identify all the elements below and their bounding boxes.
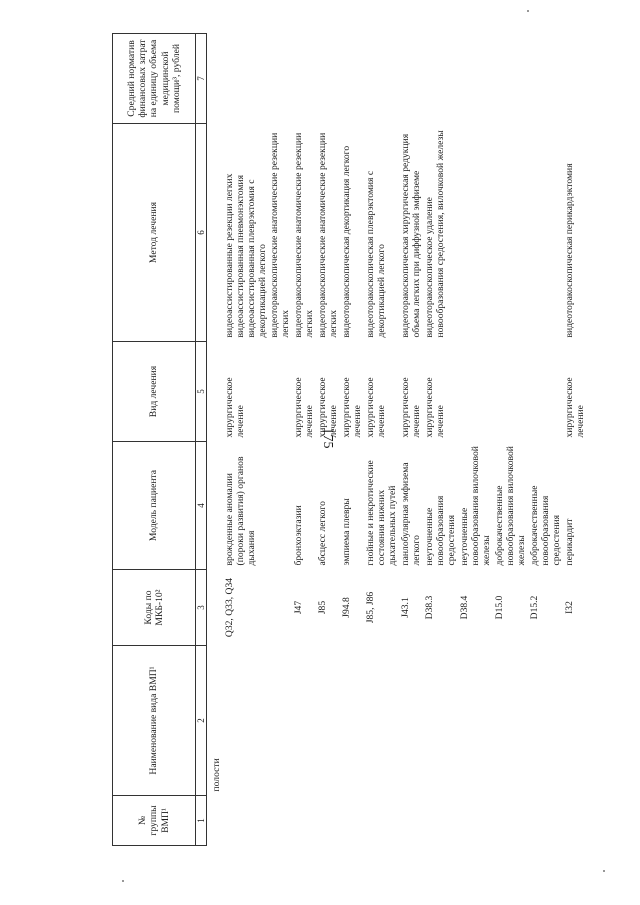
- patient-model-cell: неуточненные новообразования средостения: [423, 495, 457, 566]
- vmp-name-cell: [528, 646, 563, 796]
- cost-cell: [223, 34, 291, 124]
- treatment-type-cell: [493, 342, 528, 442]
- group-number-cell: [458, 796, 493, 846]
- vmp-name-cell: [458, 646, 493, 796]
- patient-model-cell: неуточненные новообразования вилочковой железы: [459, 446, 493, 566]
- icd-code-cell: J85: [316, 600, 328, 615]
- treatment-type-cell: хирургическое лечение: [423, 377, 446, 438]
- vmp-name-cell: [316, 646, 340, 796]
- icd-code-cell: D38.3: [423, 595, 435, 620]
- vmp-name-cell: [423, 646, 458, 796]
- column-number: 2: [196, 646, 207, 796]
- treatment-method-cell: [223, 124, 291, 342]
- scan-speck: [603, 870, 605, 872]
- treatment-type-cell: [528, 342, 563, 442]
- header-treatment-type: Вид лечения: [113, 342, 196, 442]
- header-patient-model: Модель пациента: [113, 442, 196, 570]
- cost-cell: [292, 34, 316, 124]
- patient-model-cell: абсцесс легкого: [316, 501, 328, 566]
- table-row: [528, 34, 563, 846]
- treatment-method-item: видеоторакоскопические анатомические резекции легких: [292, 132, 315, 338]
- treatment-method-item: видеоторакоскопическая перикардэктомия: [564, 163, 576, 338]
- treatment-method-item: видеоторакоскопическое удаление новообразования средостения, вилочковой железы: [423, 130, 446, 338]
- cost-cell: [316, 34, 340, 124]
- treatment-type-cell: хирургическое лечение: [224, 377, 247, 438]
- treatment-method-cell: [528, 124, 563, 342]
- table-row: [340, 34, 364, 846]
- group-number-cell: [364, 796, 399, 846]
- patient-model-cell: доброкачественные новообразования средостения: [529, 485, 563, 566]
- column-number: 7: [196, 34, 207, 124]
- patient-model-cell: гнойные и некротические состояния нижних дыхательных путей: [364, 460, 398, 566]
- group-number-cell: [316, 796, 340, 846]
- header-icd-codes: Коды по МКБ-10²: [113, 570, 196, 646]
- patient-model-cell: панлобулярная эмфизема легкого: [399, 462, 422, 566]
- treatment-type-cell: хирургическое лечение: [292, 377, 315, 438]
- section-row: [207, 34, 224, 846]
- treatment-type-cell: [458, 342, 493, 442]
- patient-model-cell: эмпиема плевры: [340, 498, 352, 566]
- table-body: [207, 34, 588, 846]
- scan-speck: [122, 880, 124, 882]
- vmp-name-cell: [364, 646, 399, 796]
- treatment-method-cell: [563, 124, 587, 342]
- header-vmp-name: Наименование вида ВМП¹: [113, 646, 196, 796]
- treatment-method-item: видеоторакоскопические анатомические резекции легких: [316, 132, 339, 338]
- header-group-number: № группы ВМП¹: [113, 796, 196, 846]
- treatment-method-cell: [493, 124, 528, 342]
- treatment-method-item: видеоторакоскопическая хирургическая редукция объема легких при диффузной эмфиземе: [399, 133, 422, 338]
- cost-cell: [399, 34, 423, 124]
- cost-cell: [340, 34, 364, 124]
- header-row: [113, 34, 196, 846]
- treatment-method-cell: [364, 124, 399, 342]
- icd-code-cell: J47: [292, 600, 304, 615]
- scan-speck: [527, 10, 529, 12]
- group-number-cell: [563, 796, 587, 846]
- column-number: 1: [196, 796, 207, 846]
- group-number-cell: [340, 796, 364, 846]
- vmp-name-cell: [563, 646, 587, 796]
- vmp-name-cell: [292, 646, 316, 796]
- icd-code-cell: J85, J86: [364, 591, 376, 624]
- icd-code-cell: D15.2: [529, 595, 541, 620]
- patient-model-cell: врожденные аномалии (пороки развития) органов дыхания: [224, 456, 258, 566]
- vmp-name-cell: [223, 646, 291, 796]
- table-row: [563, 34, 587, 846]
- group-number-cell: [528, 796, 563, 846]
- group-number-cell: [423, 796, 458, 846]
- icd-code-cell: J94.8: [340, 597, 352, 618]
- treatment-method-cell: [316, 124, 340, 342]
- treatment-method-cell: [458, 124, 493, 342]
- column-number: 4: [196, 442, 207, 570]
- table-row: [399, 34, 423, 846]
- cost-cell: [563, 34, 587, 124]
- header-cost-standard: Средний норматив финансовых затрат на единицу объема медицинской помощи³, рублей: [113, 34, 196, 124]
- group-number-cell: [493, 796, 528, 846]
- treatment-method-item: видеоассистированная пневмонэктомия: [235, 174, 247, 338]
- rotated-table-container: [112, 34, 600, 846]
- vmp-name-cell: [340, 646, 364, 796]
- cost-cell: [528, 34, 563, 124]
- column-number: 3: [196, 570, 207, 646]
- treatment-method-cell: [423, 124, 458, 342]
- patient-model-cell: доброкачественные новообразования вилочковой железы: [494, 446, 528, 566]
- header-treatment-method: Метод лечения: [113, 124, 196, 342]
- treatment-method-cell: [292, 124, 316, 342]
- treatment-method-item: видеоторакоскопическая декортикация легкого: [340, 145, 352, 338]
- group-number-cell: [223, 796, 291, 846]
- table-row: [223, 34, 291, 846]
- cost-cell: [458, 34, 493, 124]
- vmp-name-cell: [493, 646, 528, 796]
- cost-cell: [364, 34, 399, 124]
- treatment-method-item: видеоторакоскопические анатомические резекции легких: [268, 132, 291, 338]
- icd-code-cell: Q32, Q33, Q34: [224, 577, 236, 638]
- table-row: [364, 34, 399, 846]
- treatment-method-cell: [399, 124, 423, 342]
- treatment-type-cell: хирургическое лечение: [399, 377, 422, 438]
- group-number-cell: [292, 796, 316, 846]
- vmp-name-cell: [399, 646, 423, 796]
- treatment-method-item: видеоторакоскопическая плеврэктомия с декортикацией легкого: [364, 170, 387, 338]
- treatment-type-cell: хирургическое лечение: [316, 377, 339, 438]
- table-row: [493, 34, 528, 846]
- table-row: [292, 34, 316, 846]
- table-row: [316, 34, 340, 846]
- section-label: полости: [211, 758, 223, 792]
- treatment-type-cell: хирургическое лечение: [564, 377, 587, 438]
- table-row: [423, 34, 458, 846]
- column-number: 5: [196, 342, 207, 442]
- table-row: [458, 34, 493, 846]
- column-number-row: [196, 34, 207, 846]
- column-number: 6: [196, 124, 207, 342]
- icd-code-cell: I32: [564, 601, 576, 614]
- group-number-cell: [399, 796, 423, 846]
- icd-code-cell: J43.1: [399, 597, 411, 618]
- treatment-method-cell: [340, 124, 364, 342]
- patient-model-cell: перикардит: [564, 518, 576, 566]
- vmp-table: [112, 33, 587, 846]
- icd-code-cell: D15.0: [494, 595, 506, 620]
- page-number: 175: [320, 427, 335, 449]
- treatment-type-cell: хирургическое лечение: [364, 377, 387, 438]
- cost-cell: [493, 34, 528, 124]
- cost-cell: [423, 34, 458, 124]
- icd-code-cell: D38.4: [459, 595, 470, 620]
- treatment-method-item: видеоассистированные резекции легких: [224, 173, 236, 338]
- treatment-method-item: видеоассистированная плеврэктомия с декортикацией легкого: [246, 179, 269, 338]
- patient-model-cell: бронхоэктазии: [292, 505, 304, 566]
- treatment-type-cell: хирургическое лечение: [340, 377, 363, 438]
